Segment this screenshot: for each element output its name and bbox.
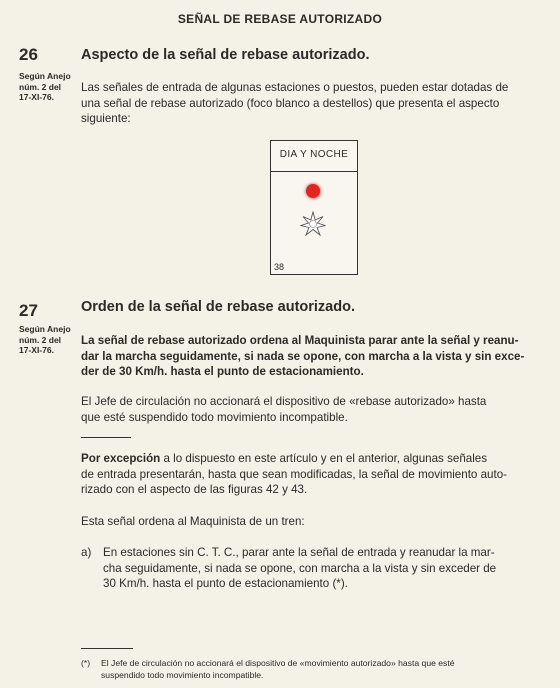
flashing-white-light-icon — [300, 211, 326, 237]
side-note-line: núm. 2 del — [19, 334, 62, 345]
list-item-a — [103, 545, 543, 592]
footnote-line: El Jefe de circulación no accionará el dispositivo de «movimiento autorizado» hasta que esté — [101, 658, 455, 668]
body-line: dar la marcha seguidamente, si nada se opone, con marcha a la vista y sin exce- — [81, 349, 525, 363]
body-line: cha seguidamente, si nada se opone, con marcha a la vista y sin exceder de — [103, 561, 497, 575]
body-line: En estaciones sin C. T. C., parar ante la señal de entrada y reanudar la mar- — [103, 546, 495, 559]
article-title-26: Aspecto de la señal de rebase autorizado. — [81, 47, 370, 63]
list-marker-a: a) — [81, 546, 92, 559]
article-27-paragraph-4: Esta señal ordena al Maquinista de un tren: — [81, 515, 305, 528]
body-line: 30 Km/h. hasta el punto de estacionamiento (*). — [103, 577, 348, 591]
body-line — [81, 451, 543, 467]
article-27-paragraph-2 — [81, 394, 543, 425]
side-note-26 — [19, 71, 71, 103]
article-27-paragraph-3 — [81, 451, 543, 498]
page-header: SEÑAL DE REBASE AUTORIZADO — [177, 12, 383, 26]
side-note-27 — [19, 324, 71, 356]
body-line: siguiente: — [81, 112, 131, 126]
footnote-marker: (*) — [81, 658, 91, 668]
side-note-line: 17-XI-76. — [19, 92, 54, 102]
side-note-line: 17-XI-76. — [19, 345, 54, 355]
article-27-paragraph-1 — [81, 333, 543, 380]
body-line: rizado con el aspecto de las figuras 42 y 43. — [81, 483, 308, 497]
body-line: una señal de rebase autorizado (foco blanco a destellos) que presenta el aspecto — [81, 96, 500, 110]
body-line: de entrada presentarán, hasta que sean modificadas, la señal de movimiento auto- — [81, 467, 508, 481]
body-line: El Jefe de circulación no accionará el dispositivo de «rebase autorizado» hasta — [81, 395, 487, 408]
figure-number: 38 — [274, 262, 285, 272]
body-line: der de 30 Km/h. hasta el punto de estacionamiento. — [81, 365, 364, 379]
footnote-line: suspendido todo movimiento incompatible. — [101, 670, 264, 680]
article-body-26 — [81, 80, 543, 127]
article-title-27: Orden de la señal de rebase autorizado. — [81, 299, 355, 315]
red-lamp-icon — [306, 184, 320, 198]
figure-label: DIA Y NOCHE — [279, 149, 349, 160]
figure-divider — [271, 171, 357, 172]
body-line: Las señales de entrada de algunas estaciones o puestos, pueden estar dotadas de — [81, 81, 509, 94]
section-divider — [81, 437, 131, 438]
side-note-line: Según Anejo — [19, 324, 71, 334]
footnote-divider — [81, 648, 133, 649]
exception-text: a lo dispuesto en este artículo y en el anterior, algunas señales — [160, 452, 488, 465]
footnote-text — [101, 657, 551, 681]
exception-lead: Por excepción — [81, 452, 161, 465]
side-note-line: Según Anejo — [19, 71, 71, 81]
article-number-27: 27 — [19, 301, 38, 320]
body-line: La señal de rebase autorizado ordena al Maquinista parar ante la señal y reanu- — [81, 334, 519, 347]
article-number-26: 26 — [19, 45, 38, 64]
signal-figure — [270, 140, 358, 275]
body-line: que esté suspendido todo movimiento incompatible. — [81, 410, 348, 424]
side-note-line: núm. 2 del — [19, 81, 62, 92]
